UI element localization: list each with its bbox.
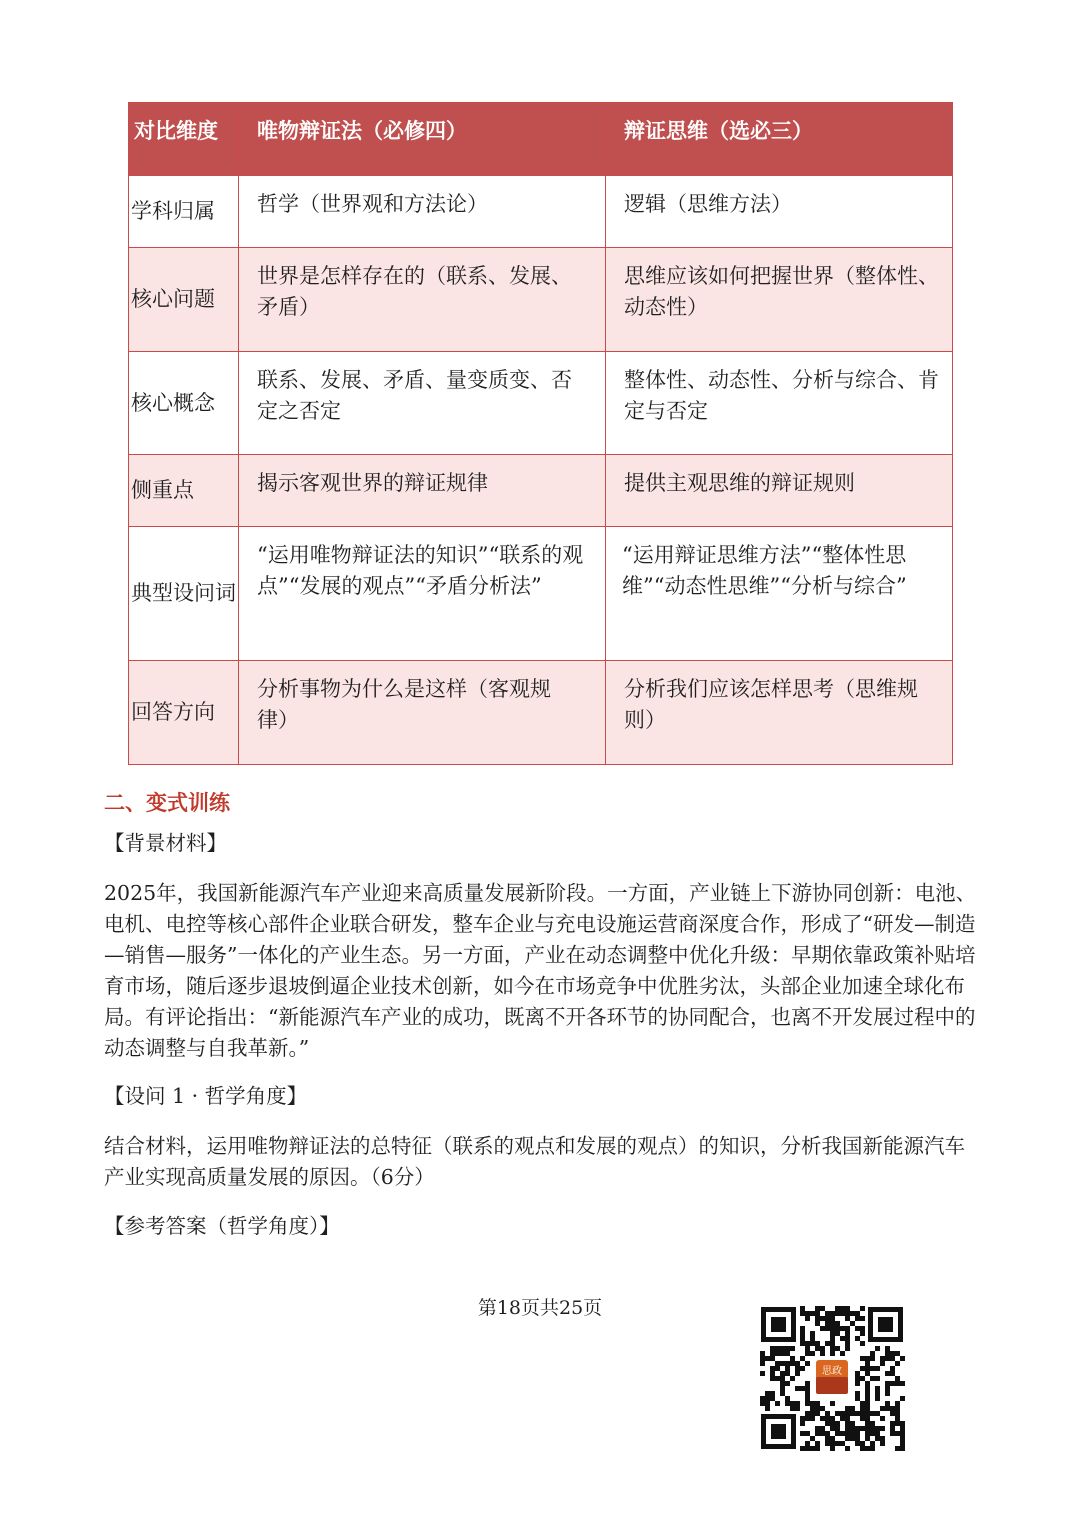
row-cell-thinking: 整体性、动态性、分析与综合、肯定与否定 — [606, 352, 953, 455]
background-label: 【背景材料】 — [104, 831, 227, 855]
question-label: 【设问 1 · 哲学角度】 — [104, 1084, 308, 1108]
header-materialist-dialectics: 唯物辩证法（必修四） — [239, 103, 606, 176]
row-dimension: 侧重点 — [129, 455, 239, 527]
qr-code — [757, 1303, 907, 1453]
row-cell-thinking: 思维应该如何把握世界（整体性、动态性） — [606, 248, 953, 352]
table-row — [129, 248, 953, 352]
row-cell-thinking: “运用辩证思维方法”“整体性思维”“动态性思维”“分析与综合” — [606, 527, 953, 661]
row-cell-philosophy: 联系、发展、矛盾、量变质变、否定之否定 — [239, 352, 606, 455]
row-dimension: 回答方向 — [129, 661, 239, 765]
table-row — [129, 527, 953, 661]
header-dimension: 对比维度 — [129, 103, 239, 176]
row-cell-philosophy: 揭示客观世界的辩证规律 — [239, 455, 606, 527]
row-dimension: 学科归属 — [129, 176, 239, 248]
row-dimension: 核心问题 — [129, 248, 239, 352]
header-dialectical-thinking: 辩证思维（选必三） — [606, 103, 953, 176]
answer-label: 【参考答案（哲学角度）】 — [104, 1214, 340, 1238]
row-cell-philosophy: 分析事物为什么是这样（客观规律） — [239, 661, 606, 765]
table-row — [129, 352, 953, 455]
table-row — [129, 455, 953, 527]
section-heading: 二、变式训练 — [104, 791, 230, 815]
background-material: 2025年，我国新能源汽车产业迎来高质量发展新阶段。一方面，产业链上下游协同创新：电池、电机、电控等核心部件企业联合研发，整车企业与充电设施运营商深度合作，形成了“研发—制造—销售—服务”一体化的产业生态。另一方面，产业在动态调整中优化升级：早期依靠政策补贴培育市场，随后逐步退坡倒逼企业技术创新，如今在市场竞争中优胜劣汰，头部企业加速全球化布局。有评论指出：“新能源汽车产业的成功，既离不开各环节的协同配合，也离不开发展过程中的动态调整与自我革新。” — [104, 881, 977, 1060]
row-dimension: 核心概念 — [129, 352, 239, 455]
row-cell-philosophy: 哲学（世界观和方法论） — [239, 176, 606, 248]
row-cell-philosophy: “运用唯物辩证法的知识”“联系的观点”“发展的观点”“矛盾分析法” — [239, 527, 606, 661]
qr-code-image — [757, 1303, 907, 1453]
row-cell-thinking: 逻辑（思维方法） — [606, 176, 953, 248]
table-row — [129, 176, 953, 248]
comparison-table — [128, 102, 953, 765]
row-cell-thinking: 分析我们应该怎样思考（思维规则） — [606, 661, 953, 765]
question-text: 结合材料，运用唯物辩证法的总特征（联系的观点和发展的观点）的知识，分析我国新能源汽车产业实现高质量发展的原因。（6分） — [104, 1134, 965, 1189]
row-dimension: 典型设问词 — [129, 527, 239, 661]
table-row — [129, 661, 953, 765]
row-cell-philosophy: 世界是怎样存在的（联系、发展、矛盾） — [239, 248, 606, 352]
qr-logo-text: 思政 — [822, 1366, 842, 1377]
page-number: 第18页共25页 — [477, 1297, 603, 1319]
table-header-row — [129, 103, 953, 176]
row-cell-thinking: 提供主观思维的辩证规则 — [606, 455, 953, 527]
